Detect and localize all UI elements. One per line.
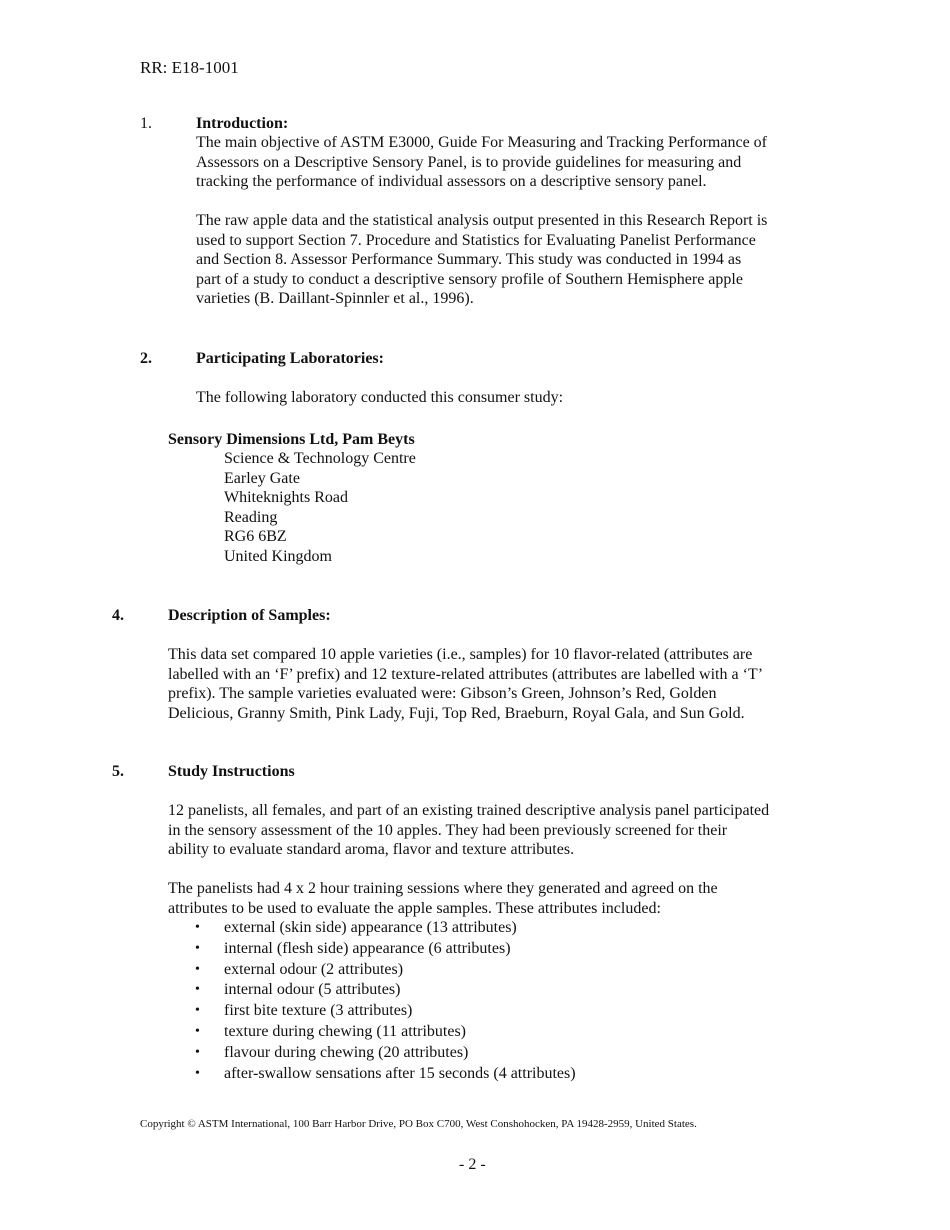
bullet-icon: •: [195, 1065, 200, 1081]
list-item-text: flavour during chewing (20 attributes): [224, 1043, 469, 1061]
text-line: tracking the performance of individual assessors on a descriptive sensory panel.: [196, 173, 707, 191]
list-item: [195, 980, 576, 1001]
text-line: attributes to be used to evaluate the apple samples. These attributes included:: [168, 899, 661, 917]
section-title-labs: Participating Laboratories:: [196, 350, 384, 367]
bullet-icon: •: [195, 1044, 200, 1060]
address-line: RG6 6BZ: [224, 528, 287, 546]
address-line: Science & Technology Centre: [224, 450, 416, 467]
samples-paragraph: [168, 645, 763, 723]
list-item-text: external odour (2 attributes): [224, 960, 404, 978]
report-id: RR: E18-1001: [140, 58, 239, 77]
list-item: [195, 918, 576, 939]
list-item: [195, 960, 576, 981]
list-item-text: internal odour (5 attributes): [224, 981, 401, 999]
text-line: and Section 8. Assessor Performance Summary. This study was conducted in 1994 as: [196, 251, 742, 269]
labs-intro: The following laboratory conducted this consumer study:: [196, 389, 564, 406]
page-number: - 2 -: [459, 1156, 486, 1173]
list-item: [195, 1064, 576, 1085]
section-title-instructions: Study Instructions: [168, 763, 295, 780]
section-title-intro: Introduction:: [196, 115, 289, 132]
address-line: Whiteknights Road: [224, 489, 348, 507]
list-item-text: external (skin side) appearance (13 attributes): [224, 919, 517, 936]
copyright-notice: Copyright © ASTM International, 100 Barr Harbor Drive, PO Box C700, West Conshohocken, PA 19428-2959, United States.: [140, 1118, 697, 1130]
text-line: used to support Section 7. Procedure and Statistics for Evaluating Panelist Performance: [196, 231, 756, 249]
bullet-icon: •: [195, 982, 200, 998]
list-item-text: internal (flesh side) appearance (6 attributes): [224, 939, 511, 957]
bullet-icon: •: [195, 1023, 200, 1039]
list-item-text: first bite texture (3 attributes): [224, 1002, 413, 1020]
list-item: [195, 1022, 576, 1043]
text-line: varieties (B. Daillant-Spinnler et al., 1996).: [196, 290, 474, 308]
list-item: [195, 939, 576, 960]
bullet-icon: •: [195, 961, 200, 977]
text-line: 12 panelists, all females, and part of an existing trained descriptive analysis panel participated: [168, 802, 770, 819]
text-line: The main objective of ASTM E3000, Guide For Measuring and Tracking Performance of: [196, 134, 767, 151]
text-line: The panelists had 4 x 2 hour training sessions where they generated and agreed on the: [168, 880, 718, 897]
bullet-icon: •: [195, 920, 200, 935]
list-item-text: after-swallow sensations after 15 seconds (4 attributes): [224, 1064, 576, 1082]
address-line: Earley Gate: [224, 469, 300, 487]
text-line: Assessors on a Descriptive Sensory Panel, is to provide guidelines for measuring and: [196, 153, 742, 171]
list-item: [195, 1001, 576, 1022]
bullet-icon: •: [195, 1003, 200, 1019]
text-line: in the sensory assessment of the 10 apples. They had been previously screened for their: [168, 821, 728, 839]
list-item-text: texture during chewing (11 attributes): [224, 1022, 466, 1040]
text-line: This data set compared 10 apple varieties (i.e., samples) for 10 flavor-related (attributes are: [168, 646, 753, 663]
intro-paragraph-2: [196, 211, 767, 309]
section-number-instructions: 5.: [112, 763, 124, 780]
text-line: The raw apple data and the statistical analysis output presented in this Research Report is: [196, 212, 768, 229]
section-title-samples: Description of Samples:: [168, 607, 331, 624]
text-line: part of a study to conduct a descriptive sensory profile of Southern Hemisphere apple: [196, 270, 743, 288]
section-number-labs: 2.: [140, 350, 152, 367]
address-line: United Kingdom: [224, 547, 332, 565]
text-line: prefix). The sample varieties evaluated were: Gibson’s Green, Johnson’s Red, Golden: [168, 685, 717, 703]
text-line: labelled with an ‘F’ prefix) and 12 texture-related attributes (attributes are labelled with a ‘T’: [168, 665, 764, 683]
intro-paragraph-1: [196, 133, 767, 192]
bullet-icon: •: [195, 940, 200, 956]
instructions-paragraph-2: [168, 879, 718, 918]
text-line: Delicious, Granny Smith, Pink Lady, Fuji, Top Red, Braeburn, Royal Gala, and Sun Gold.: [168, 704, 745, 722]
section-number-samples: 4.: [112, 607, 124, 624]
text-line: ability to evaluate standard aroma, flavor and texture attributes.: [168, 841, 575, 859]
lab-name: Sensory Dimensions Ltd, Pam Beyts: [168, 431, 415, 448]
address-line: Reading: [224, 508, 278, 526]
list-item: [195, 1043, 576, 1064]
instructions-paragraph-1: [168, 801, 769, 860]
attribute-list: [195, 918, 576, 1084]
section-number-intro: 1.: [140, 115, 152, 132]
lab-address: [224, 449, 416, 567]
